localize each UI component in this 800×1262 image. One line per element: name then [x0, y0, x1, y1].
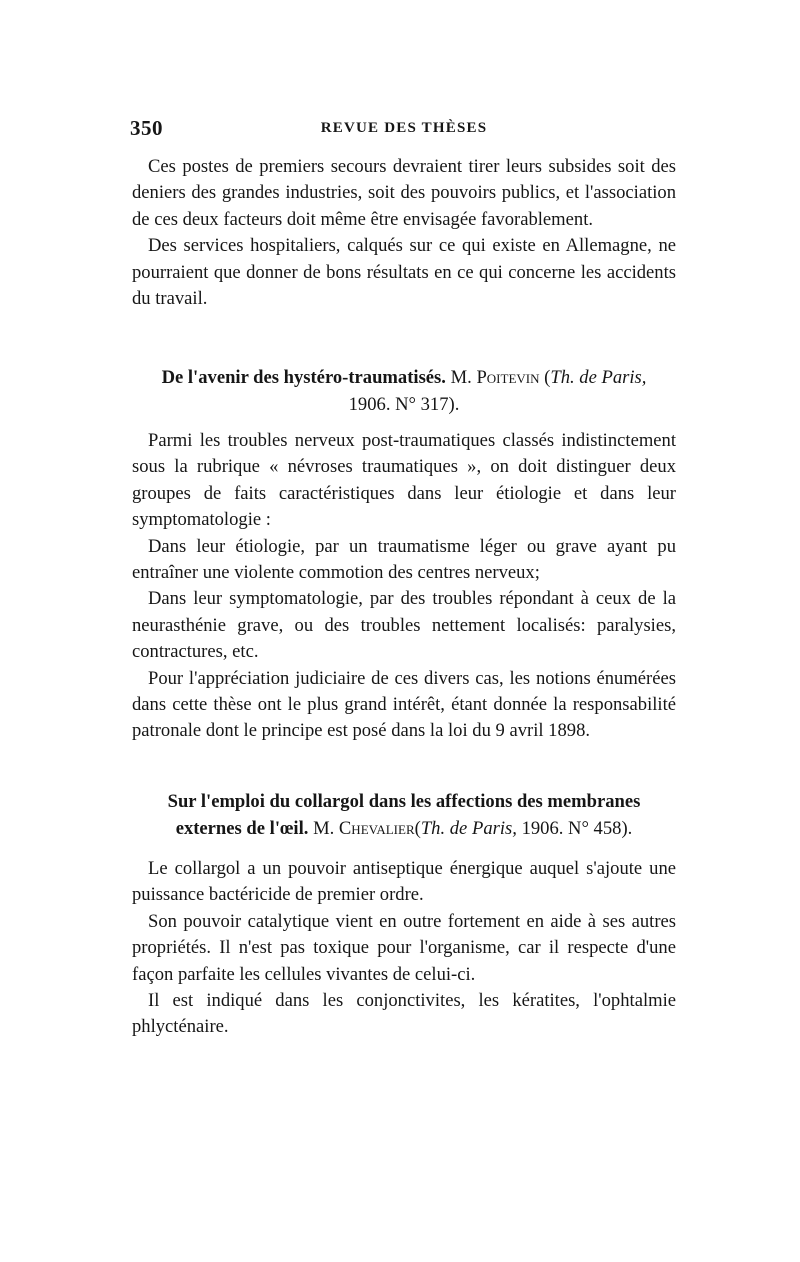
paragraph: Dans leur symptomatologie, par des troubles répondant à ceux de la neurasthénie grave, ou des troubles nettement localisés: paralysies, contractures, etc. [132, 588, 676, 663]
section-title-cont: externes de l'œil. [175, 818, 309, 839]
section-title: De l'avenir des hystéro-traumatisés. [161, 367, 446, 388]
ref-number: N° 317). [395, 394, 460, 415]
author-name: Poitevin [476, 367, 540, 388]
author-prefix: M. [313, 818, 335, 839]
heading-line [130, 364, 678, 391]
running-title: REVUE DES THÈSES [320, 120, 488, 136]
heading-line [130, 391, 678, 418]
ref-year: 1906. [348, 394, 391, 415]
section-title: Sur l'emploi du collargol dans les affections des membranes [167, 791, 641, 812]
collargol-text [132, 856, 676, 1041]
paragraph: Des services hospitaliers, calqués sur ce qui existe en Allemagne, ne pourraient que donner de bons résultats en ce qui concerne les accidents du travail. [132, 235, 676, 310]
thesis-reference: Th. de Paris, [550, 367, 647, 388]
paragraph: Il est indiqué dans les conjonctivites, les kératites, l'ophtalmie phlycténaire. [132, 990, 676, 1038]
section-heading-hystero [130, 364, 678, 418]
paragraph: Son pouvoir catalytique vient en outre fortement en aide à ses autres propriétés. Il n'est pas toxique pour l'organisme, car il respecte d'une façon parfaite les cellules vivantes de celui-ci. [132, 910, 676, 985]
paragraph: Pour l'appréciation judiciaire de ces divers cas, les notions énumérées dans cette thèse ont le plus grand intérêt, étant donnée la responsabilité patronale dont le principe est posé dans la loi du 9 avril 1898. [132, 667, 676, 742]
section-heading-collargol [130, 788, 678, 842]
hystero-text [132, 428, 676, 745]
paragraph: Le collargol a un pouvoir antiseptique énergique auquel s'ajoute une puissance bactéricide de premier ordre. [132, 858, 676, 906]
page-number: 350 [130, 116, 163, 140]
author-name: Chevalier [338, 818, 415, 839]
paragraph: Dans leur étiologie, par un traumatisme léger ou grave ayant pu entraîner une violente commotion des centres nerveux; [132, 535, 676, 584]
page-header [130, 116, 678, 140]
paragraph: Parmi les troubles nerveux post-traumatiques classés indistinctement sous la rubrique « névroses traumatiques », on doit distinguer deux groupes de faits caractéristiques dans leur étiologie et dans leur symptomatologie : [132, 430, 676, 531]
intro-text [132, 154, 676, 312]
heading-line [130, 815, 678, 842]
thesis-reference: Th. de Paris, [420, 818, 517, 839]
ref-open: ( [544, 367, 551, 388]
ref-open: ( [414, 818, 421, 839]
ref-number: 1906. N° 458). [521, 818, 633, 839]
paragraph: Ces postes de premiers secours devraient tirer leurs subsides soit des deniers des grandes industries, soit des pouvoirs publics, et l'association de ces deux facteurs doit même être envisagée favorablement. [132, 156, 676, 230]
author-prefix: M. [450, 367, 472, 388]
